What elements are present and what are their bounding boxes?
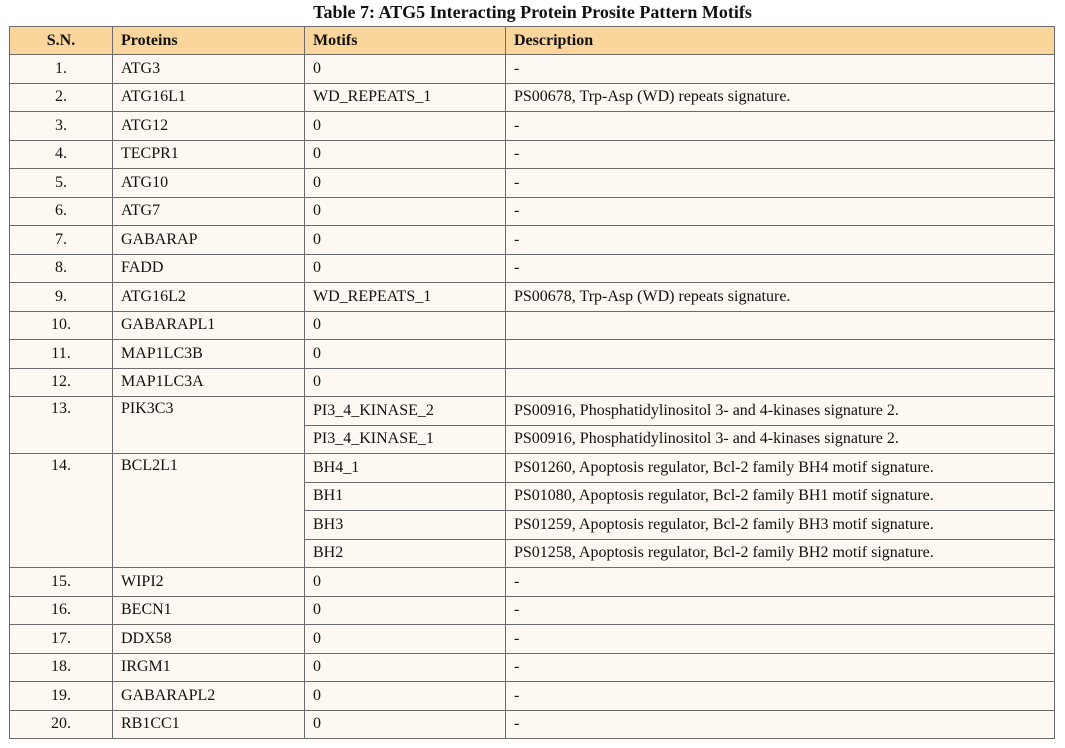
- cell-protein: IRGM1: [113, 653, 305, 682]
- cell-sn: 2.: [10, 83, 113, 112]
- cell-protein: TECPR1: [113, 140, 305, 169]
- table-row: [10, 710, 1055, 739]
- header-description: Description: [506, 27, 1055, 55]
- cell-description: -: [506, 568, 1055, 597]
- cell-sn: 10.: [10, 311, 113, 340]
- table-row: [10, 340, 1055, 369]
- cell-description: PS01259, Apoptosis regulator, Bcl-2 family BH3 motif signature.: [506, 511, 1055, 540]
- table-row: [10, 55, 1055, 84]
- cell-protein: ATG10: [113, 169, 305, 198]
- cell-sn: 7.: [10, 226, 113, 255]
- cell-motif: BH4_1: [305, 454, 506, 483]
- cell-description: -: [506, 653, 1055, 682]
- table-row: [10, 454, 1055, 483]
- cell-sn: 4.: [10, 140, 113, 169]
- cell-protein: GABARAPL2: [113, 682, 305, 711]
- cell-sn: 19.: [10, 682, 113, 711]
- cell-motif: WD_REPEATS_1: [305, 283, 506, 312]
- cell-motif: PI3_4_KINASE_1: [305, 425, 506, 454]
- cell-sn: 8.: [10, 254, 113, 283]
- table-row: [10, 197, 1055, 226]
- cell-description: PS00916, Phosphatidylinositol 3- and 4-kinases signature 2.: [506, 397, 1055, 426]
- cell-motif: 0: [305, 55, 506, 84]
- cell-sn: 16.: [10, 596, 113, 625]
- cell-motif: 0: [305, 340, 506, 369]
- table-row: [10, 283, 1055, 312]
- cell-motif: 0: [305, 596, 506, 625]
- cell-motif: WD_REPEATS_1: [305, 83, 506, 112]
- cell-sn: 3.: [10, 112, 113, 141]
- cell-motif: 0: [305, 653, 506, 682]
- table-row: [10, 254, 1055, 283]
- cell-motif: 0: [305, 682, 506, 711]
- cell-protein: GABARAP: [113, 226, 305, 255]
- cell-protein: ATG3: [113, 55, 305, 84]
- cell-description: [506, 368, 1055, 397]
- table-row: [10, 625, 1055, 654]
- header-proteins: Proteins: [113, 27, 305, 55]
- cell-motif: BH3: [305, 511, 506, 540]
- cell-description: -: [506, 112, 1055, 141]
- cell-protein: PIK3C3: [113, 397, 305, 454]
- cell-description: -: [506, 682, 1055, 711]
- cell-motif: 0: [305, 368, 506, 397]
- cell-sn: 17.: [10, 625, 113, 654]
- cell-description: -: [506, 254, 1055, 283]
- cell-description: PS01258, Apoptosis regulator, Bcl-2 family BH2 motif signature.: [506, 539, 1055, 568]
- cell-description: -: [506, 197, 1055, 226]
- cell-description: PS00678, Trp-Asp (WD) repeats signature.: [506, 83, 1055, 112]
- header-row: [10, 27, 1055, 55]
- cell-description: -: [506, 596, 1055, 625]
- table-row: [10, 140, 1055, 169]
- cell-sn: 15.: [10, 568, 113, 597]
- header-motifs: Motifs: [305, 27, 506, 55]
- cell-protein: WIPI2: [113, 568, 305, 597]
- cell-sn: 5.: [10, 169, 113, 198]
- cell-protein: ATG16L1: [113, 83, 305, 112]
- cell-description: -: [506, 140, 1055, 169]
- cell-motif: 0: [305, 568, 506, 597]
- cell-protein: MAP1LC3B: [113, 340, 305, 369]
- table-row: [10, 568, 1055, 597]
- table-row: [10, 112, 1055, 141]
- cell-description: PS01080, Apoptosis regulator, Bcl-2 family BH1 motif signature.: [506, 482, 1055, 511]
- table-row: [10, 368, 1055, 397]
- cell-sn: 18.: [10, 653, 113, 682]
- table-row: [10, 169, 1055, 198]
- table-row: [10, 311, 1055, 340]
- table-row: [10, 653, 1055, 682]
- cell-description: PS00678, Trp-Asp (WD) repeats signature.: [506, 283, 1055, 312]
- cell-protein: FADD: [113, 254, 305, 283]
- header-sn: S.N.: [10, 27, 113, 55]
- cell-motif: PI3_4_KINASE_2: [305, 397, 506, 426]
- motifs-table: [9, 26, 1055, 739]
- cell-motif: 0: [305, 226, 506, 255]
- cell-description: [506, 340, 1055, 369]
- cell-sn: 13.: [10, 397, 113, 454]
- table-row: [10, 83, 1055, 112]
- cell-description: -: [506, 710, 1055, 739]
- cell-motif: 0: [305, 169, 506, 198]
- cell-protein: BECN1: [113, 596, 305, 625]
- cell-motif: BH2: [305, 539, 506, 568]
- cell-protein: GABARAPL1: [113, 311, 305, 340]
- cell-motif: 0: [305, 710, 506, 739]
- cell-protein: BCL2L1: [113, 454, 305, 568]
- cell-motif: BH1: [305, 482, 506, 511]
- cell-sn: 14.: [10, 454, 113, 568]
- table-caption: Table 7: ATG5 Interacting Protein Prosite Pattern Motifs: [313, 2, 752, 22]
- table-row: [10, 682, 1055, 711]
- cell-description: -: [506, 625, 1055, 654]
- cell-description: PS00916, Phosphatidylinositol 3- and 4-kinases signature 2.: [506, 425, 1055, 454]
- cell-protein: RB1CC1: [113, 710, 305, 739]
- cell-sn: 1.: [10, 55, 113, 84]
- table-row: [10, 226, 1055, 255]
- cell-motif: 0: [305, 311, 506, 340]
- cell-motif: 0: [305, 140, 506, 169]
- cell-motif: 0: [305, 112, 506, 141]
- cell-sn: 9.: [10, 283, 113, 312]
- cell-sn: 11.: [10, 340, 113, 369]
- cell-protein: DDX58: [113, 625, 305, 654]
- cell-sn: 6.: [10, 197, 113, 226]
- cell-sn: 12.: [10, 368, 113, 397]
- cell-motif: 0: [305, 254, 506, 283]
- cell-description: [506, 311, 1055, 340]
- cell-description: -: [506, 226, 1055, 255]
- cell-description: PS01260, Apoptosis regulator, Bcl-2 family BH4 motif signature.: [506, 454, 1055, 483]
- cell-sn: 20.: [10, 710, 113, 739]
- cell-protein: ATG12: [113, 112, 305, 141]
- table-row: [10, 397, 1055, 426]
- cell-description: -: [506, 55, 1055, 84]
- cell-protein: ATG16L2: [113, 283, 305, 312]
- cell-protein: ATG7: [113, 197, 305, 226]
- cell-protein: MAP1LC3A: [113, 368, 305, 397]
- cell-description: -: [506, 169, 1055, 198]
- table-row: [10, 596, 1055, 625]
- cell-motif: 0: [305, 625, 506, 654]
- table-body: [10, 55, 1055, 739]
- cell-motif: 0: [305, 197, 506, 226]
